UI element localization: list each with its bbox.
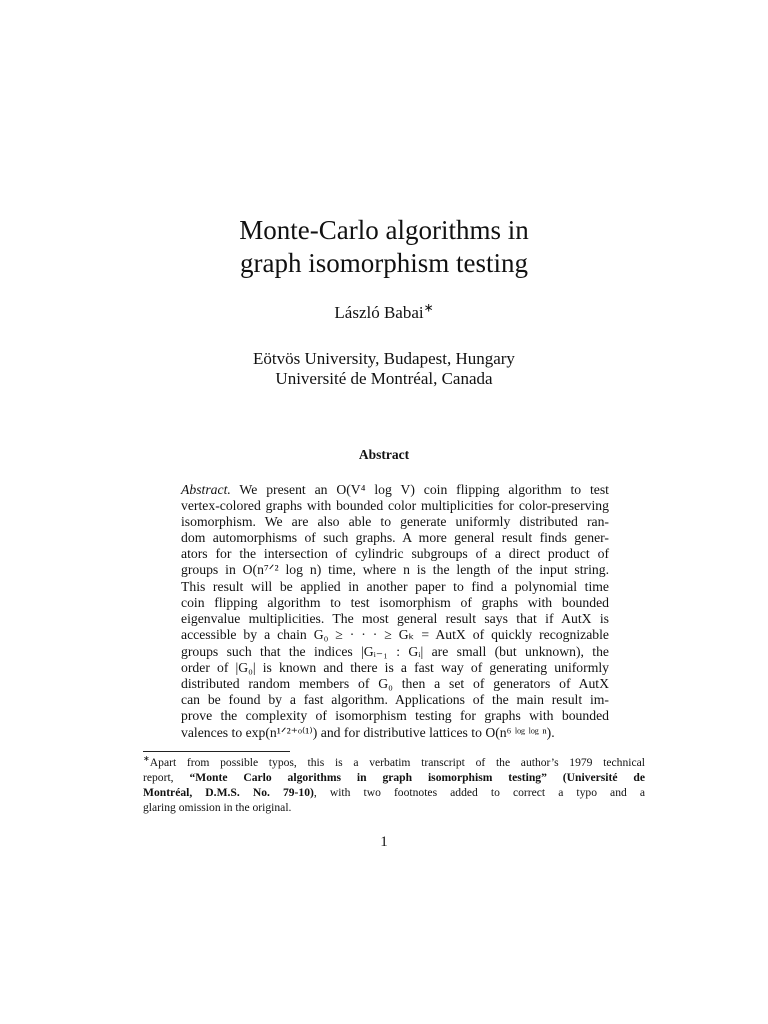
footnote-report-title: “Monte Carlo algorithms in graph isomorphism testing” (Université de (189, 771, 645, 784)
author-footnote-mark: ∗ (423, 300, 434, 315)
abstract-lead: Abstract. (181, 482, 231, 497)
abstract-line: isomorphism. We are also able to generate uniformly distributed ran- (181, 514, 609, 529)
abstract-line: dom automorphisms of such graphs. A more general result finds gener- (181, 530, 609, 545)
abstract-line: Abstract. We present an O(V⁴ log V) coin flipping algorithm to test (181, 482, 609, 497)
abstract-line: vertex-colored graphs with bounded color multiplicities for color-preserving (181, 498, 609, 513)
affiliation-2: Université de Montréal, Canada (275, 369, 493, 388)
abstract-line: accessible by a chain G₀ ≥ · · · ≥ Gₖ = AutX of quickly recognizable (181, 627, 609, 642)
abstract-line: valences to exp(n¹ᐟ²⁺ᵒ⁽¹⁾) and for distributive lattices to O(n⁶ ˡᵒᵍ ˡᵒᵍ ⁿ). (181, 725, 555, 740)
abstract-line: can be found by a fast algorithm. Applications of the main result im- (181, 692, 609, 707)
footnote-line: ∗Apart from possible typos, this is a verbatim transcript of the author’s 1979 technical (143, 754, 645, 769)
abstract-line: distributed random members of G₀ then a set of generators of AutX (181, 676, 609, 691)
footnote-line: report, “Monte Carlo algorithms in graph isomorphism testing” (Université de (143, 771, 645, 784)
footnote-rule (143, 751, 290, 752)
abstract-line: prove the complexity of isomorphism testing for graphs with bounded (181, 708, 609, 723)
abstract-line: This result will be applied in another paper to find a polynomial time (181, 579, 609, 594)
author (0, 300, 768, 323)
abstract-line: groups such that the indices |Gᵢ₋₁ : Gᵢ| are small (but unknown), the (181, 644, 609, 659)
affiliation-1: Eötvös University, Budapest, Hungary (253, 349, 515, 368)
footnote-report-id: Montréal, D.M.S. No. 79-10) (143, 786, 314, 799)
abstract-heading: Abstract (358, 447, 410, 462)
footnote-line: Montréal, D.M.S. No. 79-10), with two footnotes added to correct a typo and a (143, 786, 646, 799)
abstract-line: groups in O(n⁷ᐟ² log n) time, where n is the length of the input string. (181, 562, 609, 577)
page-number: 1 (380, 834, 388, 850)
paper-title-line-1: Monte-Carlo algorithms in (239, 215, 529, 245)
paper-title-line-2: graph isomorphism testing (240, 248, 528, 278)
abstract-line: order of |G₀| is known and there is a fast way of generating uniformly (181, 660, 609, 675)
footnote-mark: ∗ (143, 754, 150, 764)
abstract-line: ators for the intersection of cylindric subgroups of a direct product of (181, 546, 609, 561)
author-name: László Babai (334, 303, 424, 322)
footnote-line: glaring omission in the original. (143, 801, 292, 814)
abstract-line: coin flipping algorithm to test isomorphism of graphs with bounded (181, 595, 609, 610)
abstract-line: eigenvalue multiplicities. The most general result says that if AutX is (181, 611, 609, 626)
